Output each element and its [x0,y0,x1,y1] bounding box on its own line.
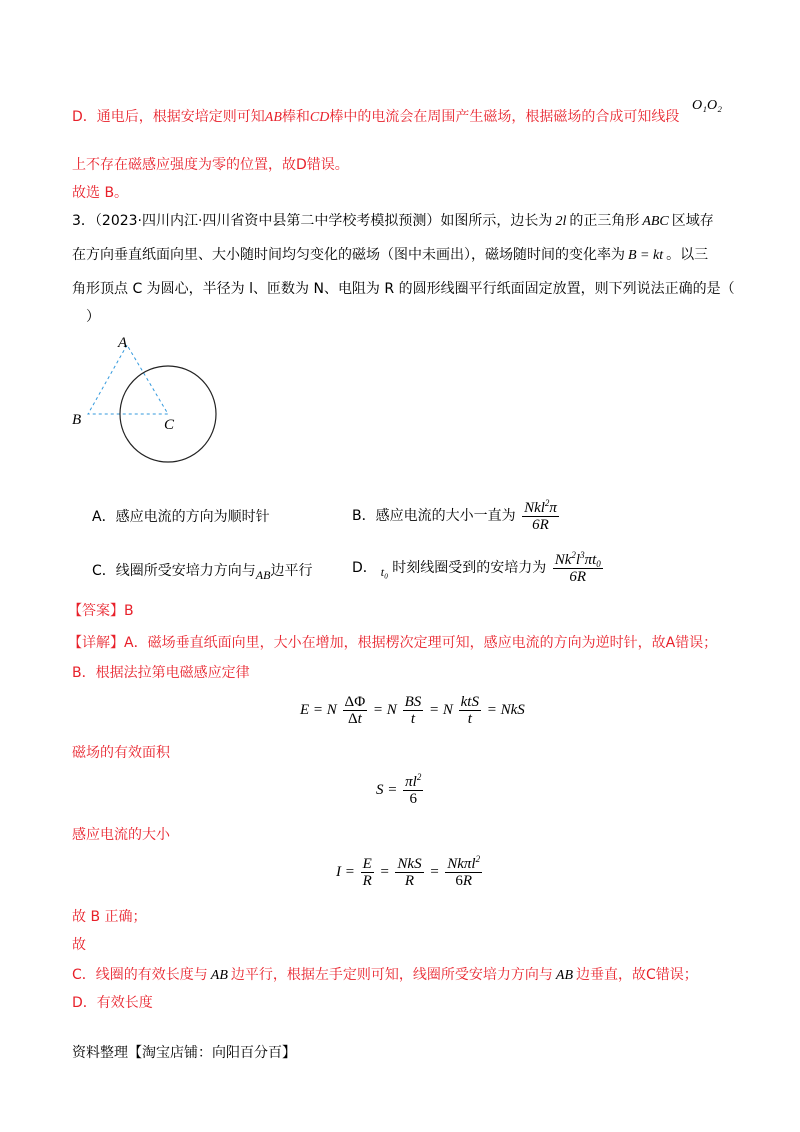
math-ab: AB [210,968,228,983]
current-equation: I = $\frac{E}{R}$ = $\frac{\text{NkS}}{R}$ = $\frac{Nk\pi l^2}{6R}$ [336,854,481,890]
text: C．线圈所受安培力方向与 [92,563,256,579]
option-d-fraction: $\frac{Nk^2l^3\pi t_0}{6R}$ [554,549,601,585]
text: D． [352,560,377,576]
coil-circle [120,366,216,462]
math-ab: AB [555,968,573,983]
label-c: C [164,417,175,433]
text: B．感应电流的大小一直为 [352,508,516,524]
option-b [352,496,561,536]
detail-b-correct: 故 B 正确； [72,909,147,925]
math-ab: AB [264,110,282,125]
detail-a: 【详解】A．磁场垂直纸面向里，大小在增加，根据楞次定理可知，感应电流的方向为逆时针，故A错误； [68,635,718,651]
option-c [92,558,312,588]
question-line4: ） [86,309,100,325]
math-ab: AB [255,568,271,582]
option-b-fraction: $\frac{Nkl^2\pi}{6R}$ [524,497,557,533]
text: 的正三角形 [569,213,640,229]
math-b-kt: B = kt [628,248,664,263]
option-d [352,548,605,592]
math-abc: ABC [642,214,669,229]
area-equation: S = $\frac{\pi l^2}{6}$ [376,772,422,808]
text: 边平行，根据左手定则可知，线圈所受安培力方向与 [230,967,553,983]
text: D．通电后，根据安培定则可知 [72,109,265,125]
question-line1 [72,208,714,235]
text: C．线圈的有效长度与 [72,967,208,983]
triangle-circle-figure [60,330,240,470]
select-b: 故选 B。 [72,185,129,201]
label-b: B [72,412,82,428]
page-footer: 资料整理【淘宝店铺：向阳百分百】 [72,1045,296,1061]
faraday-equation: E = N $\frac{\Delta\Phi}{\Delta t}$ = N $\frac{BS}{t}$ = N $\frac{\text{ktS}}{t}$ = NkS [300,694,525,728]
question-line3: 角形顶点 C 为圆心，半径为 l、匝数为 N、电阻为 R 的圆形线圈平行纸面固定放置，则下列说法正确的是（ [72,281,735,297]
prev-option-d-line2: 上不存在磁感应强度为零的位置，故D错误。 [72,157,349,173]
text: 。以三 [666,247,709,263]
text: 在方向垂直纸面向里、大小随时间均匀变化的磁场（图中未画出），磁场随时间的变化率为 [72,247,625,263]
detail-b: B．根据法拉第电磁感应定律 [72,665,250,681]
text: 区域存 [671,213,714,229]
detail-current: 感应电流的大小 [72,827,170,843]
text: 棒和 [281,109,310,125]
math-cd: CD [309,110,330,125]
text: 棒中的电流会在周围产生磁场，根据磁场的合成可知线段 [329,109,680,125]
label-a: A [118,335,128,351]
option-a: A．感应电流的方向为顺时针 [92,509,270,525]
prev-option-d-line1 [72,104,679,131]
text: 边垂直，故C错误； [576,967,698,983]
text: 时刻线圈受到的安培力为 [392,560,547,576]
answer: 【答案】B [68,603,134,619]
question-line2 [72,242,708,269]
detail-d: D．有效长度 [72,995,153,1011]
detail-c [72,962,698,989]
math-2l: 2l [555,214,567,229]
detail-area: 磁场的有效面积 [72,745,170,761]
math-o1o2: O₁O₂ [692,98,722,113]
math-t0: t₀ [380,565,389,579]
detail-gu: 故 [72,937,86,953]
text: 3．（2023·四川内江·四川省资中县第二中学校考模拟预测）如图所示，边长为 [72,213,553,229]
triangle-abc [88,345,168,414]
text: 边平行 [270,563,313,579]
